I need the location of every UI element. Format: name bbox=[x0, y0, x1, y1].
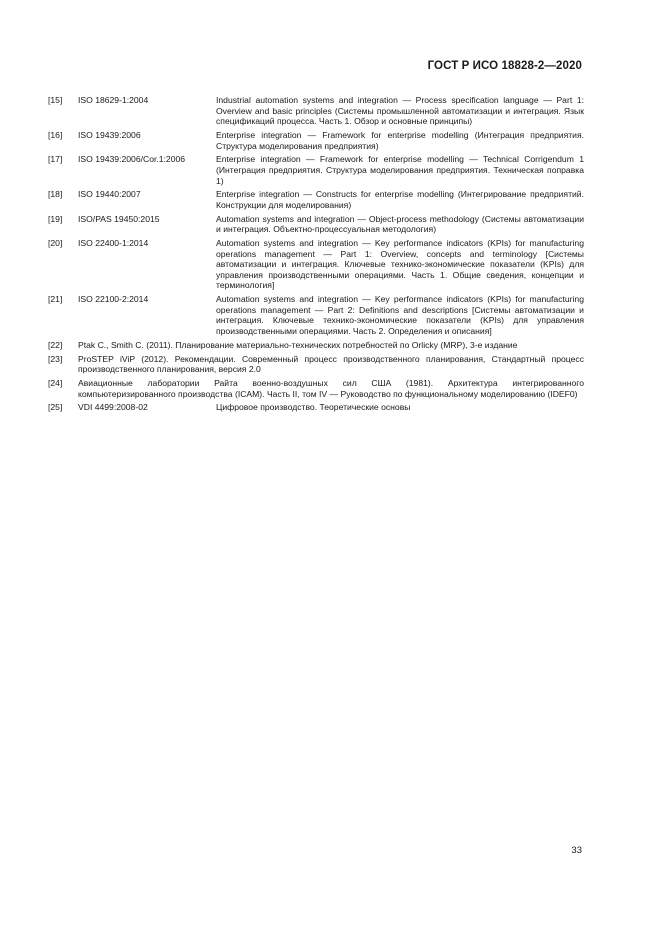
reference-number: [23] bbox=[48, 353, 63, 364]
reference-item-22 bbox=[48, 340, 584, 351]
reference-number: [20] bbox=[48, 238, 63, 249]
document-id-header: ГОСТ Р ИСО 18828-2—2020 bbox=[427, 60, 582, 72]
reference-title: Enterprise integration — Constructs for enterprise modelling (Интегрирование предприятий. Конструкции для моделирования) bbox=[216, 189, 584, 210]
reference-title: Automation systems and integration — Object-process methodology (Системы автоматизации и интеграция. Объектно-процессуальная методология) bbox=[216, 213, 584, 235]
reference-full-text: Ptak C., Smith C. (2011). Планирование материально-технических потребностей по Orlicky (MRP), 3-е издание bbox=[78, 339, 518, 350]
reference-item-15 bbox=[48, 95, 584, 127]
reference-item-25 bbox=[48, 402, 584, 413]
reference-item-18 bbox=[48, 189, 584, 210]
reference-item-20 bbox=[48, 238, 584, 291]
reference-standard: ISO 22400-1:2014 bbox=[78, 238, 149, 249]
reference-title: Automation systems and integration — Key performance indicators (KPIs) for manufacturing operations management — Part 2: Definitions and descriptions [Системы автоматизации и интеграция. Ключевые технико-экономические показатели (KPIs) для управления производственными операциями. Часть 2. Определения и описания] bbox=[216, 294, 584, 336]
reference-title: Enterprise integration — Framework for enterprise modelling — Technical Corrigendum 1 (Интеграция предприятия. Структура моделирования предприятия. Техническая поправка 1) bbox=[216, 154, 584, 186]
reference-title: Industrial automation systems and integration — Process specification language — Part 1: Overview and basic principles (Системы промышленной автоматизации и интеграция. Язык спецификаций процесса. Часть 1. Обзор и основные принципы) bbox=[216, 95, 584, 127]
reference-number: [24] bbox=[48, 377, 63, 388]
reference-standard: ISO/PAS 19450:2015 bbox=[78, 213, 160, 224]
bibliography-list bbox=[48, 95, 584, 416]
reference-title: Automation systems and integration — Key performance indicators (KPIs) for manufacturing operations management — Part 1: Overview, concepts and terminology [Системы автоматизации и интеграция. Ключевые технико-экономические показатели (KPIs) для управления производственными операциями. Часть 1. Общие сведения, концепции и терминология] bbox=[216, 238, 584, 291]
reference-full-text: ProSTEP iViP (2012). Рекомендации. Современный процесс производственного планирования, Стандартный процесс производственного планирования, версия 2.0 bbox=[78, 353, 584, 375]
reference-number: [17] bbox=[48, 154, 63, 165]
reference-number: [25] bbox=[48, 402, 63, 413]
reference-item-19 bbox=[48, 214, 584, 235]
reference-item-24 bbox=[48, 378, 584, 399]
reference-number: [21] bbox=[48, 294, 63, 305]
reference-number: [22] bbox=[48, 339, 63, 350]
reference-standard: ISO 19440:2007 bbox=[78, 189, 141, 200]
reference-title: Цифровое производство. Теоретические основы bbox=[216, 402, 411, 413]
reference-standard: ISO 22100-2:2014 bbox=[78, 294, 149, 305]
reference-number: [18] bbox=[48, 189, 63, 200]
reference-standard: ISO 18629-1:2004 bbox=[78, 95, 149, 105]
reference-full-text: Авиационные лаборатории Райта военно-воздушных сил США (1981). Архитектура интегрированного компьютеризированного производства (ICAM). Часть II, том IV — Руководство по функциональному моделированию (IDEF0) bbox=[78, 377, 584, 399]
reference-title: Enterprise integration — Framework for enterprise modelling (Интеграция предприятия. Структура моделирования предприятия) bbox=[216, 129, 584, 151]
reference-standard: ISO 19439:2006/Cor.1:2006 bbox=[78, 154, 186, 165]
page-number: 33 bbox=[571, 845, 582, 856]
reference-number: [19] bbox=[48, 213, 63, 224]
reference-number: [16] bbox=[48, 129, 63, 140]
reference-item-16 bbox=[48, 130, 584, 151]
reference-number: [15] bbox=[48, 95, 63, 105]
reference-item-17 bbox=[48, 154, 584, 186]
reference-item-21 bbox=[48, 294, 584, 336]
reference-standard: VDI 4499:2008-02 bbox=[78, 402, 148, 413]
reference-standard: ISO 19439:2006 bbox=[78, 129, 141, 140]
reference-item-23 bbox=[48, 354, 584, 375]
